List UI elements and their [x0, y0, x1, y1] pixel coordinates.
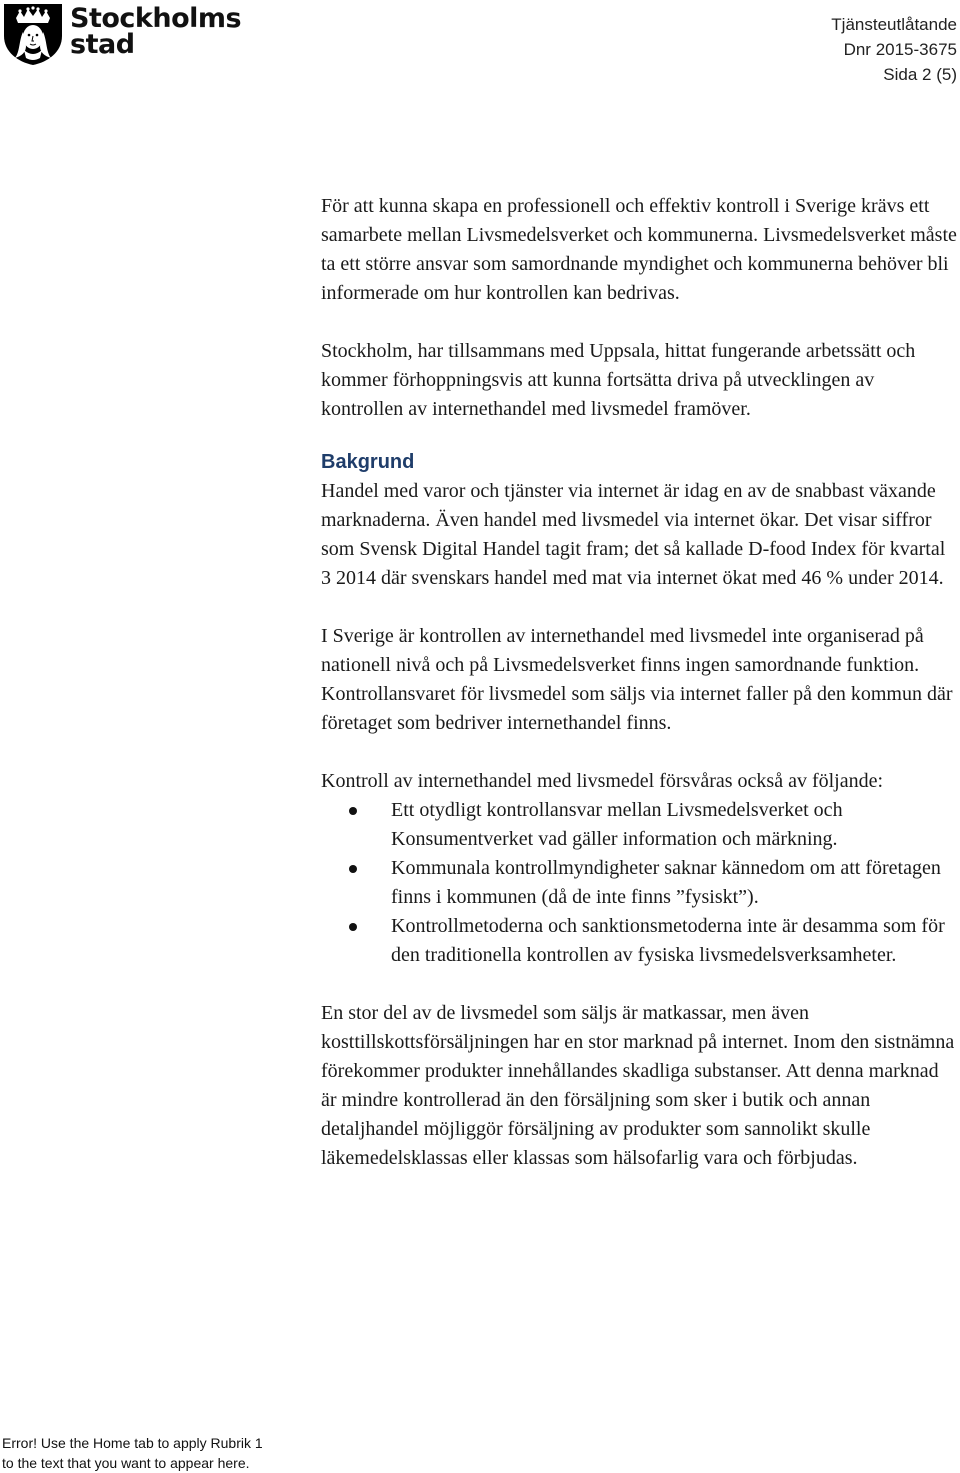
document-body [321, 192, 957, 1173]
document-number: Dnr 2015-3675 [843, 40, 957, 59]
list-item: Ett otydligt kontrollansvar mellan Livsmedelsverket och Konsumentverket vad gäller information och märkning. [321, 796, 957, 854]
footer-line-1: Error! Use the Home tab to apply Rubrik 1 [2, 1435, 263, 1451]
footer-line-2: to the text that you want to appear here. [2, 1455, 250, 1471]
list-item: Kommunala kontrollmyndigheter saknar kännedom om att företagen finns i kommunen (då de inte finns ”fysiskt”). [321, 854, 957, 912]
logo-line-1: Stockholms [70, 3, 242, 34]
crown-shield-icon [2, 2, 64, 66]
page-footer [2, 1433, 263, 1473]
section-heading: Bakgrund [321, 451, 415, 473]
paragraph-5: Kontroll av internethandel med livsmedel försvåras också av följande: [321, 770, 884, 792]
stockholm-logo [2, 2, 241, 66]
paragraph-1: För att kunna skapa en professionell och effektiv kontroll i Sverige krävs ett samarbete mellan Livsmedelsverket och kommunerna. Livsmedelsverket måste ta ett större ansvar som samordnande myndighet och kommunerna behöver bli informerade om hur kontrollen kan bedrivas. [321, 195, 957, 304]
paragraph-3: Handel med varor och tjänster via internet är idag en av de snabbast växande marknaderna. Även handel med livsmedel via internet ökar. Det visar siffror som Svensk Digital Handel tagit fram; det så kallade D-food Index för kvartal 3 2014 där svenskars handel med mat via internet ökat med 46 % under 2014. [321, 480, 946, 589]
document-header [831, 12, 957, 87]
document-type: Tjänsteutlåtande [831, 15, 957, 34]
page-number: Sida 2 (5) [883, 65, 957, 84]
paragraph-4: I Sverige är kontrollen av internethandel med livsmedel inte organiserad på nationell nivå och på Livsmedelsverket finns ingen samordnande funktion. Kontrollansvaret för livsmedel som säljs via internet faller på den kommun där företaget som bedriver internethandel finns. [321, 625, 953, 734]
logo-line-2: stad [70, 29, 135, 60]
list-item: Kontrollmetoderna och sanktionsmetoderna inte är desamma som för den traditionella kontrollen av fysiska livsmedelsverksamheter. [321, 912, 957, 970]
bullet-list [321, 796, 957, 970]
logo-wordmark [70, 3, 242, 60]
paragraph-2: Stockholm, har tillsammans med Uppsala, hittat fungerande arbetssätt och kommer förhoppningsvis att kunna fortsätta driva på utvecklingen av kontrollen av internethandel med livsmedel framöver. [321, 340, 916, 420]
paragraph-6: En stor del av de livsmedel som säljs är matkassar, men även kosttillskottsförsäljningen har en stor marknad på internet. Inom den sistnämna förekommer produkter innehållandes skadliga substanser. Att denna marknad är mindre kontrollerad än den försäljning som sker i butik och annan detaljhandel möjliggör försäljning av produkter som sannolikt skulle läkemedelsklassas eller klassas som hälsofarlig vara och förbjudas. [321, 1002, 955, 1169]
